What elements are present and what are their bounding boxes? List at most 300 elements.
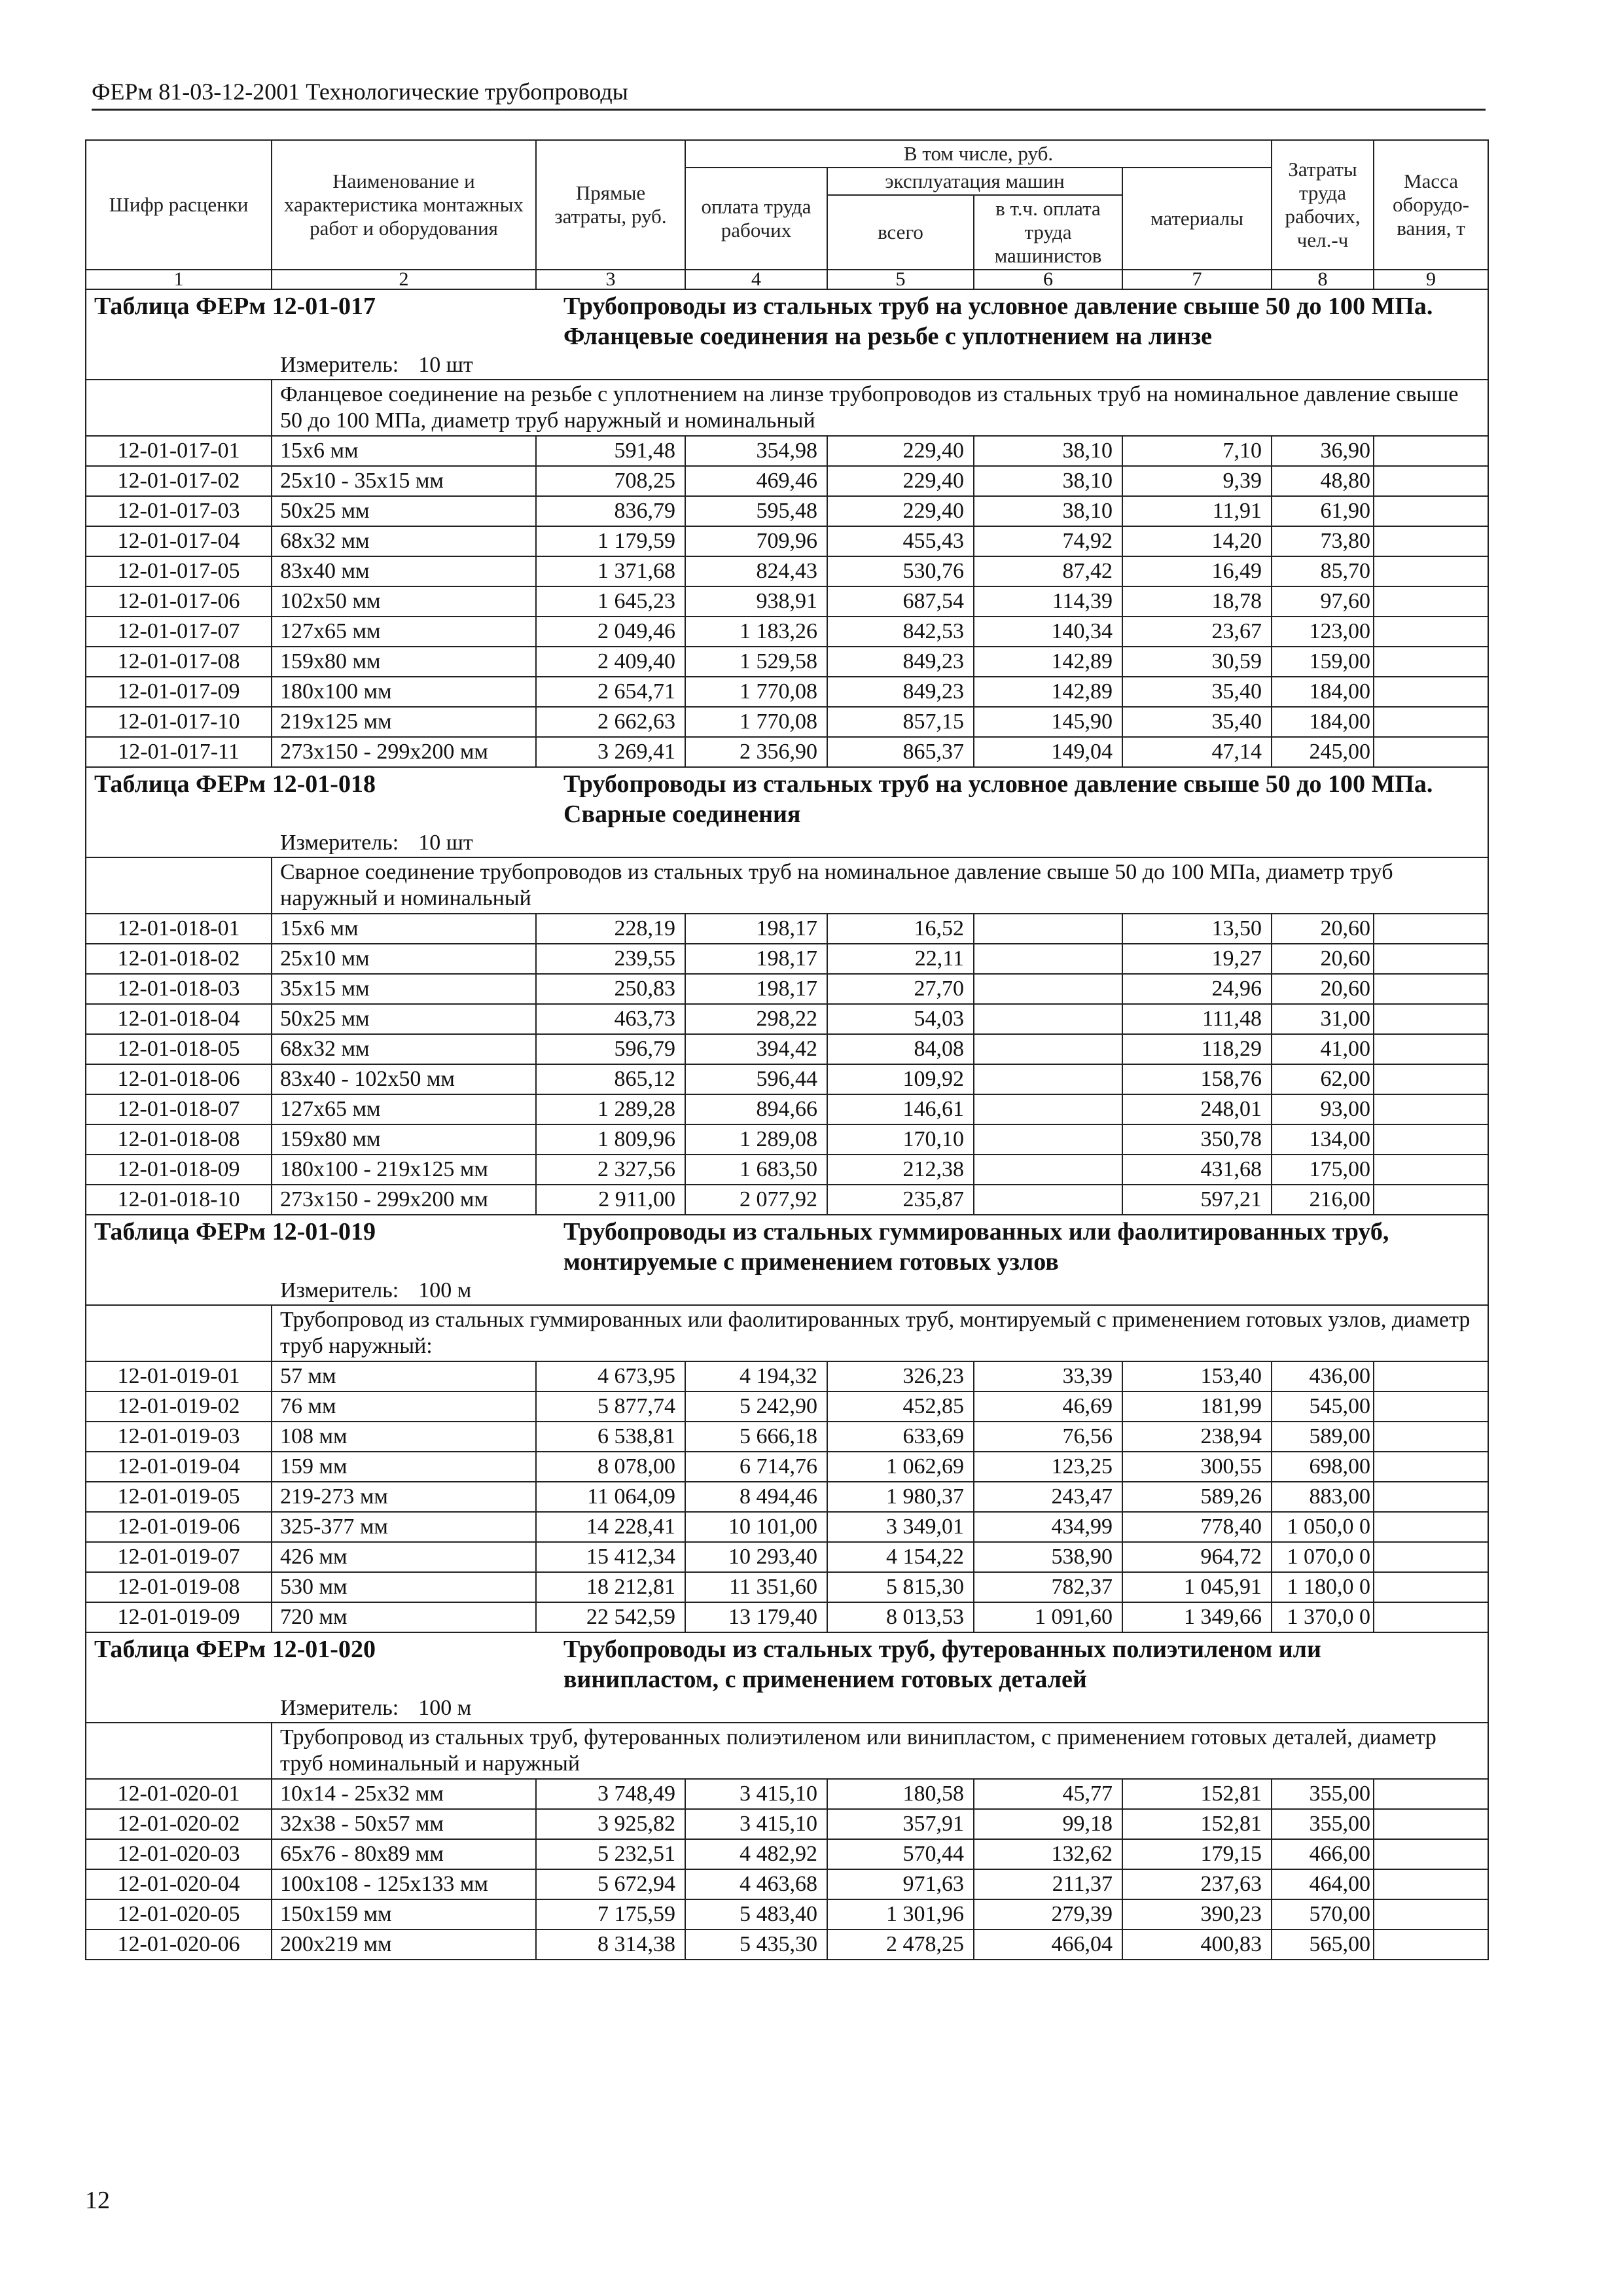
machines-total: 5 815,30 [827, 1572, 974, 1602]
section-title-row [86, 289, 1488, 351]
machines-labor: 76,56 [974, 1422, 1122, 1452]
work-name: 102х50 мм [272, 586, 536, 617]
table-row [86, 466, 1488, 496]
col-header-name: Наименование и характеристика монтажных работ и оборудования [272, 140, 536, 270]
labor-hours: 123,00 [1272, 617, 1374, 647]
labor-hours: 883,00 [1272, 1482, 1374, 1512]
equipment-mass [1374, 526, 1488, 556]
table-row [86, 1094, 1488, 1124]
machines-labor [974, 974, 1122, 1004]
unit-label: Измеритель: [280, 831, 399, 855]
labor-hours: 20,60 [1272, 944, 1374, 974]
machines-total: 229,40 [827, 496, 974, 526]
equipment-mass [1374, 1361, 1488, 1391]
col-number: 6 [974, 270, 1122, 289]
machines-labor: 38,10 [974, 496, 1122, 526]
direct-cost: 3 269,41 [536, 737, 685, 767]
section-title: Трубопроводы из стальных труб на условное давление свыше 50 до 100 МПа. Сварные соединения [536, 767, 1488, 829]
col-number: 1 [86, 270, 272, 289]
equipment-mass [1374, 1542, 1488, 1572]
page-number: 12 [85, 2187, 110, 2214]
direct-cost: 4 673,95 [536, 1361, 685, 1391]
section-unit [86, 1695, 1488, 1723]
direct-cost: 250,83 [536, 974, 685, 1004]
materials: 778,40 [1122, 1512, 1272, 1542]
table-row [86, 526, 1488, 556]
machines-labor: 243,47 [974, 1482, 1122, 1512]
materials: 35,40 [1122, 707, 1272, 737]
machines-labor [974, 1185, 1122, 1215]
machines-labor [974, 1155, 1122, 1185]
labor-pay: 1 183,26 [685, 617, 827, 647]
col-number: 7 [1122, 270, 1272, 289]
machines-total: 180,58 [827, 1779, 974, 1809]
machines-total: 849,23 [827, 647, 974, 677]
rate-code: 12-01-017-05 [86, 556, 272, 586]
work-name: 127х65 мм [272, 1094, 536, 1124]
work-name: 100х108 - 125х133 мм [272, 1869, 536, 1899]
direct-cost: 708,25 [536, 466, 685, 496]
equipment-mass [1374, 1094, 1488, 1124]
col-header-direct: Прямые затраты, руб. [536, 140, 685, 270]
direct-cost: 2 049,46 [536, 617, 685, 647]
machines-labor: 145,90 [974, 707, 1122, 737]
unit-value: 100 м [418, 1278, 472, 1302]
labor-hours: 436,00 [1272, 1361, 1374, 1391]
machines-labor: 211,37 [974, 1869, 1122, 1899]
table-row [86, 677, 1488, 707]
materials: 19,27 [1122, 944, 1272, 974]
unit-value: 10 шт [418, 831, 473, 855]
rate-code: 12-01-017-02 [86, 466, 272, 496]
work-name: 35х15 мм [272, 974, 536, 1004]
direct-cost: 239,55 [536, 944, 685, 974]
col-header-machines-labor: в т.ч. оплата труда машинистов [974, 195, 1122, 270]
labor-hours: 1 180,0 0 [1272, 1572, 1374, 1602]
machines-total: 530,76 [827, 556, 974, 586]
table-row [86, 1482, 1488, 1512]
labor-hours: 545,00 [1272, 1391, 1374, 1422]
col-header-labor-pay: оплата труда рабочих [685, 168, 827, 270]
labor-hours: 1 070,0 0 [1272, 1542, 1374, 1572]
rate-code: 12-01-020-03 [86, 1839, 272, 1869]
section-label: Таблица ФЕРм 12-01-018 [86, 767, 536, 829]
equipment-mass [1374, 1929, 1488, 1960]
labor-pay: 596,44 [685, 1064, 827, 1094]
labor-pay: 6 714,76 [685, 1452, 827, 1482]
work-name: 273х150 - 299х200 мм [272, 1185, 536, 1215]
work-name: 32х38 - 50х57 мм [272, 1809, 536, 1839]
section-label: Таблица ФЕРм 12-01-020 [86, 1632, 536, 1695]
table-row [86, 1839, 1488, 1869]
machines-total: 455,43 [827, 526, 974, 556]
direct-cost: 1 645,23 [536, 586, 685, 617]
table-row [86, 944, 1488, 974]
rate-code: 12-01-018-07 [86, 1094, 272, 1124]
rate-code: 12-01-017-06 [86, 586, 272, 617]
equipment-mass [1374, 1004, 1488, 1034]
labor-hours: 589,00 [1272, 1422, 1374, 1452]
machines-labor: 99,18 [974, 1809, 1122, 1839]
direct-cost: 3 748,49 [536, 1779, 685, 1809]
table-row [86, 586, 1488, 617]
labor-pay: 198,17 [685, 944, 827, 974]
equipment-mass [1374, 556, 1488, 586]
machines-total: 109,92 [827, 1064, 974, 1094]
rate-code: 12-01-019-04 [86, 1452, 272, 1482]
equipment-mass [1374, 466, 1488, 496]
materials: 153,40 [1122, 1361, 1272, 1391]
table-row [86, 1361, 1488, 1391]
machines-labor: 782,37 [974, 1572, 1122, 1602]
machines-labor: 149,04 [974, 737, 1122, 767]
machines-labor: 140,34 [974, 617, 1122, 647]
work-name: 159х80 мм [272, 647, 536, 677]
materials: 181,99 [1122, 1391, 1272, 1422]
table-body [86, 289, 1488, 1960]
page-header [92, 77, 1486, 111]
direct-cost: 22 542,59 [536, 1602, 685, 1632]
section-title: Трубопроводы из стальных гуммированных или фаолитированных труб, монтируемые с применением готовых узлов [536, 1215, 1488, 1277]
labor-hours: 1 370,0 0 [1272, 1602, 1374, 1632]
unit-label: Измеритель: [280, 1278, 399, 1302]
labor-pay: 394,42 [685, 1034, 827, 1064]
col-header-materials: материалы [1122, 168, 1272, 270]
materials: 350,78 [1122, 1124, 1272, 1155]
direct-cost: 865,12 [536, 1064, 685, 1094]
description-spacer [86, 380, 272, 436]
table-row [86, 617, 1488, 647]
col-header-code: Шифр расценки [86, 140, 272, 270]
table-row [86, 1155, 1488, 1185]
table-row [86, 1809, 1488, 1839]
section-title: Трубопроводы из стальных труб на условное давление свыше 50 до 100 МПа. Фланцевые соединения на резьбе с уплотнением на линзе [536, 289, 1488, 351]
machines-labor [974, 1034, 1122, 1064]
equipment-mass [1374, 1391, 1488, 1422]
labor-pay: 824,43 [685, 556, 827, 586]
table-row [86, 1391, 1488, 1422]
machines-total: 1 980,37 [827, 1482, 974, 1512]
work-name: 159х80 мм [272, 1124, 536, 1155]
document-title: ФЕРм 81-03-12-2001 Технологические трубопроводы [92, 79, 628, 105]
labor-pay: 5 483,40 [685, 1899, 827, 1929]
labor-hours: 31,00 [1272, 1004, 1374, 1034]
labor-pay: 8 494,46 [685, 1482, 827, 1512]
rate-code: 12-01-017-08 [86, 647, 272, 677]
machines-total: 16,52 [827, 914, 974, 944]
direct-cost: 5 232,51 [536, 1839, 685, 1869]
machines-total: 1 301,96 [827, 1899, 974, 1929]
machines-total: 1 062,69 [827, 1452, 974, 1482]
rate-code: 12-01-017-07 [86, 617, 272, 647]
col-number: 2 [272, 270, 536, 289]
equipment-mass [1374, 1839, 1488, 1869]
machines-total: 357,91 [827, 1809, 974, 1839]
table-header [86, 140, 1488, 289]
machines-labor: 74,92 [974, 526, 1122, 556]
work-name: 127х65 мм [272, 617, 536, 647]
table-row [86, 1512, 1488, 1542]
equipment-mass [1374, 1064, 1488, 1094]
machines-labor: 114,39 [974, 586, 1122, 617]
machines-total: 4 154,22 [827, 1542, 974, 1572]
price-table [85, 139, 1489, 1960]
work-name: 15х6 мм [272, 436, 536, 466]
work-name: 50х25 мм [272, 1004, 536, 1034]
labor-pay: 298,22 [685, 1004, 827, 1034]
table-row [86, 1064, 1488, 1094]
col-number: 5 [827, 270, 974, 289]
rate-code: 12-01-019-06 [86, 1512, 272, 1542]
work-name: 50х25 мм [272, 496, 536, 526]
labor-hours: 97,60 [1272, 586, 1374, 617]
table-row [86, 647, 1488, 677]
materials: 300,55 [1122, 1452, 1272, 1482]
machines-labor [974, 944, 1122, 974]
materials: 1 045,91 [1122, 1572, 1272, 1602]
materials: 23,67 [1122, 617, 1272, 647]
section-unit [86, 829, 1488, 857]
direct-cost: 3 925,82 [536, 1809, 685, 1839]
rate-code: 12-01-019-08 [86, 1572, 272, 1602]
section-description: Трубопровод из стальных гуммированных или фаолитированных труб, монтируемый с применением готовых узлов, диаметр труб наружный: [272, 1305, 1488, 1361]
direct-cost: 836,79 [536, 496, 685, 526]
rate-code: 12-01-020-06 [86, 1929, 272, 1960]
materials: 152,81 [1122, 1779, 1272, 1809]
work-name: 325-377 мм [272, 1512, 536, 1542]
work-name: 150х159 мм [272, 1899, 536, 1929]
direct-cost: 1 809,96 [536, 1124, 685, 1155]
equipment-mass [1374, 914, 1488, 944]
materials: 7,10 [1122, 436, 1272, 466]
equipment-mass [1374, 647, 1488, 677]
machines-labor: 538,90 [974, 1542, 1122, 1572]
direct-cost: 5 672,94 [536, 1869, 685, 1899]
machines-total: 2 478,25 [827, 1929, 974, 1960]
equipment-mass [1374, 1779, 1488, 1809]
direct-cost: 2 662,63 [536, 707, 685, 737]
materials: 1 349,66 [1122, 1602, 1272, 1632]
equipment-mass [1374, 1124, 1488, 1155]
machines-total: 235,87 [827, 1185, 974, 1215]
labor-pay: 5 242,90 [685, 1391, 827, 1422]
col-header-incl: В том числе, руб. [685, 140, 1272, 168]
section-unit [86, 1277, 1488, 1305]
labor-pay: 1 770,08 [685, 677, 827, 707]
section-unit-row [86, 829, 1488, 857]
materials: 964,72 [1122, 1542, 1272, 1572]
materials: 13,50 [1122, 914, 1272, 944]
section-description-row [86, 1723, 1488, 1779]
labor-pay: 4 194,32 [685, 1361, 827, 1391]
work-name: 180х100 - 219х125 мм [272, 1155, 536, 1185]
labor-pay: 198,17 [685, 914, 827, 944]
description-spacer [86, 1305, 272, 1361]
machines-total: 229,40 [827, 466, 974, 496]
equipment-mass [1374, 1602, 1488, 1632]
equipment-mass [1374, 737, 1488, 767]
labor-hours: 61,90 [1272, 496, 1374, 526]
labor-hours: 355,00 [1272, 1809, 1374, 1839]
equipment-mass [1374, 1512, 1488, 1542]
materials: 9,39 [1122, 466, 1272, 496]
materials: 30,59 [1122, 647, 1272, 677]
equipment-mass [1374, 707, 1488, 737]
labor-hours: 184,00 [1272, 677, 1374, 707]
work-name: 720 мм [272, 1602, 536, 1632]
machines-labor: 33,39 [974, 1361, 1122, 1391]
work-name: 273х150 - 299х200 мм [272, 737, 536, 767]
section-unit-row [86, 351, 1488, 380]
rate-code: 12-01-018-09 [86, 1155, 272, 1185]
direct-cost: 11 064,09 [536, 1482, 685, 1512]
machines-labor: 123,25 [974, 1452, 1122, 1482]
direct-cost: 7 175,59 [536, 1899, 685, 1929]
materials: 589,26 [1122, 1482, 1272, 1512]
machines-total: 570,44 [827, 1839, 974, 1869]
equipment-mass [1374, 617, 1488, 647]
equipment-mass [1374, 1422, 1488, 1452]
machines-labor [974, 1124, 1122, 1155]
rate-code: 12-01-019-01 [86, 1361, 272, 1391]
labor-hours: 570,00 [1272, 1899, 1374, 1929]
table-row [86, 556, 1488, 586]
machines-labor [974, 1094, 1122, 1124]
materials: 16,49 [1122, 556, 1272, 586]
materials: 248,01 [1122, 1094, 1272, 1124]
direct-cost: 463,73 [536, 1004, 685, 1034]
labor-pay: 709,96 [685, 526, 827, 556]
rate-code: 12-01-019-03 [86, 1422, 272, 1452]
labor-hours: 85,70 [1272, 556, 1374, 586]
labor-pay: 469,46 [685, 466, 827, 496]
machines-labor: 38,10 [974, 436, 1122, 466]
table-row [86, 496, 1488, 526]
direct-cost: 596,79 [536, 1034, 685, 1064]
labor-pay: 2 356,90 [685, 737, 827, 767]
col-header-machines: эксплуатация машин [827, 168, 1122, 195]
equipment-mass [1374, 974, 1488, 1004]
rate-code: 12-01-017-04 [86, 526, 272, 556]
materials: 35,40 [1122, 677, 1272, 707]
labor-hours: 20,60 [1272, 974, 1374, 1004]
machines-labor [974, 1064, 1122, 1094]
equipment-mass [1374, 1869, 1488, 1899]
machines-labor [974, 1004, 1122, 1034]
labor-pay: 198,17 [685, 974, 827, 1004]
table-row [86, 974, 1488, 1004]
labor-hours: 355,00 [1272, 1779, 1374, 1809]
unit-value: 100 м [418, 1696, 472, 1720]
labor-hours: 466,00 [1272, 1839, 1374, 1869]
table-row [86, 707, 1488, 737]
materials: 18,78 [1122, 586, 1272, 617]
col-header-labor-hours: Затраты труда рабочих, чел.-ч [1272, 140, 1374, 270]
section-title: Трубопроводы из стальных труб, футерованных полиэтиленом или винипластом, с применением готовых деталей [536, 1632, 1488, 1695]
direct-cost: 1 289,28 [536, 1094, 685, 1124]
materials: 431,68 [1122, 1155, 1272, 1185]
work-name: 108 мм [272, 1422, 536, 1452]
materials: 597,21 [1122, 1185, 1272, 1215]
labor-pay: 1 683,50 [685, 1155, 827, 1185]
rate-code: 12-01-018-10 [86, 1185, 272, 1215]
labor-hours: 175,00 [1272, 1155, 1374, 1185]
direct-cost: 8 314,38 [536, 1929, 685, 1960]
rate-code: 12-01-020-04 [86, 1869, 272, 1899]
table-row [86, 1004, 1488, 1034]
table-row [86, 1869, 1488, 1899]
labor-pay: 595,48 [685, 496, 827, 526]
machines-total: 27,70 [827, 974, 974, 1004]
materials: 14,20 [1122, 526, 1272, 556]
machines-total: 857,15 [827, 707, 974, 737]
labor-hours: 41,00 [1272, 1034, 1374, 1064]
direct-cost: 228,19 [536, 914, 685, 944]
machines-labor: 38,10 [974, 466, 1122, 496]
labor-pay: 4 463,68 [685, 1869, 827, 1899]
unit-label: Измеритель: [280, 353, 399, 377]
direct-cost: 5 877,74 [536, 1391, 685, 1422]
materials: 24,96 [1122, 974, 1272, 1004]
machines-total: 146,61 [827, 1094, 974, 1124]
unit-label: Измеритель: [280, 1696, 399, 1720]
labor-pay: 1 289,08 [685, 1124, 827, 1155]
rate-code: 12-01-018-04 [86, 1004, 272, 1034]
rate-code: 12-01-017-03 [86, 496, 272, 526]
materials: 238,94 [1122, 1422, 1272, 1452]
machines-total: 229,40 [827, 436, 974, 466]
equipment-mass [1374, 677, 1488, 707]
section-description-row [86, 380, 1488, 436]
materials: 118,29 [1122, 1034, 1272, 1064]
machines-total: 54,03 [827, 1004, 974, 1034]
labor-pay: 4 482,92 [685, 1839, 827, 1869]
section-unit [86, 351, 1488, 380]
labor-hours: 48,80 [1272, 466, 1374, 496]
machines-total: 8 013,53 [827, 1602, 974, 1632]
labor-pay: 894,66 [685, 1094, 827, 1124]
table-row [86, 1034, 1488, 1064]
section-description: Трубопровод из стальных труб, футерованных полиэтиленом или винипластом, с применением готовых деталей, диаметр труб номинальный и наружный [272, 1723, 1488, 1779]
work-name: 76 мм [272, 1391, 536, 1422]
work-name: 68х32 мм [272, 1034, 536, 1064]
machines-total: 326,23 [827, 1361, 974, 1391]
work-name: 200х219 мм [272, 1929, 536, 1960]
labor-pay: 5 666,18 [685, 1422, 827, 1452]
rate-code: 12-01-017-01 [86, 436, 272, 466]
table-row [86, 1572, 1488, 1602]
equipment-mass [1374, 436, 1488, 466]
table-row [86, 914, 1488, 944]
col-header-mass: Масса оборудо-вания, т [1374, 140, 1488, 270]
description-spacer [86, 857, 272, 914]
labor-pay: 5 435,30 [685, 1929, 827, 1960]
table-row [86, 1929, 1488, 1960]
rate-code: 12-01-019-02 [86, 1391, 272, 1422]
labor-hours: 245,00 [1272, 737, 1374, 767]
labor-hours: 20,60 [1272, 914, 1374, 944]
labor-hours: 565,00 [1272, 1929, 1374, 1960]
work-name: 219х125 мм [272, 707, 536, 737]
rate-code: 12-01-019-05 [86, 1482, 272, 1512]
labor-hours: 36,90 [1272, 436, 1374, 466]
rate-code: 12-01-020-01 [86, 1779, 272, 1809]
machines-total: 971,63 [827, 1869, 974, 1899]
labor-pay: 3 415,10 [685, 1809, 827, 1839]
equipment-mass [1374, 1034, 1488, 1064]
labor-pay: 1 770,08 [685, 707, 827, 737]
section-label: Таблица ФЕРм 12-01-017 [86, 289, 536, 351]
